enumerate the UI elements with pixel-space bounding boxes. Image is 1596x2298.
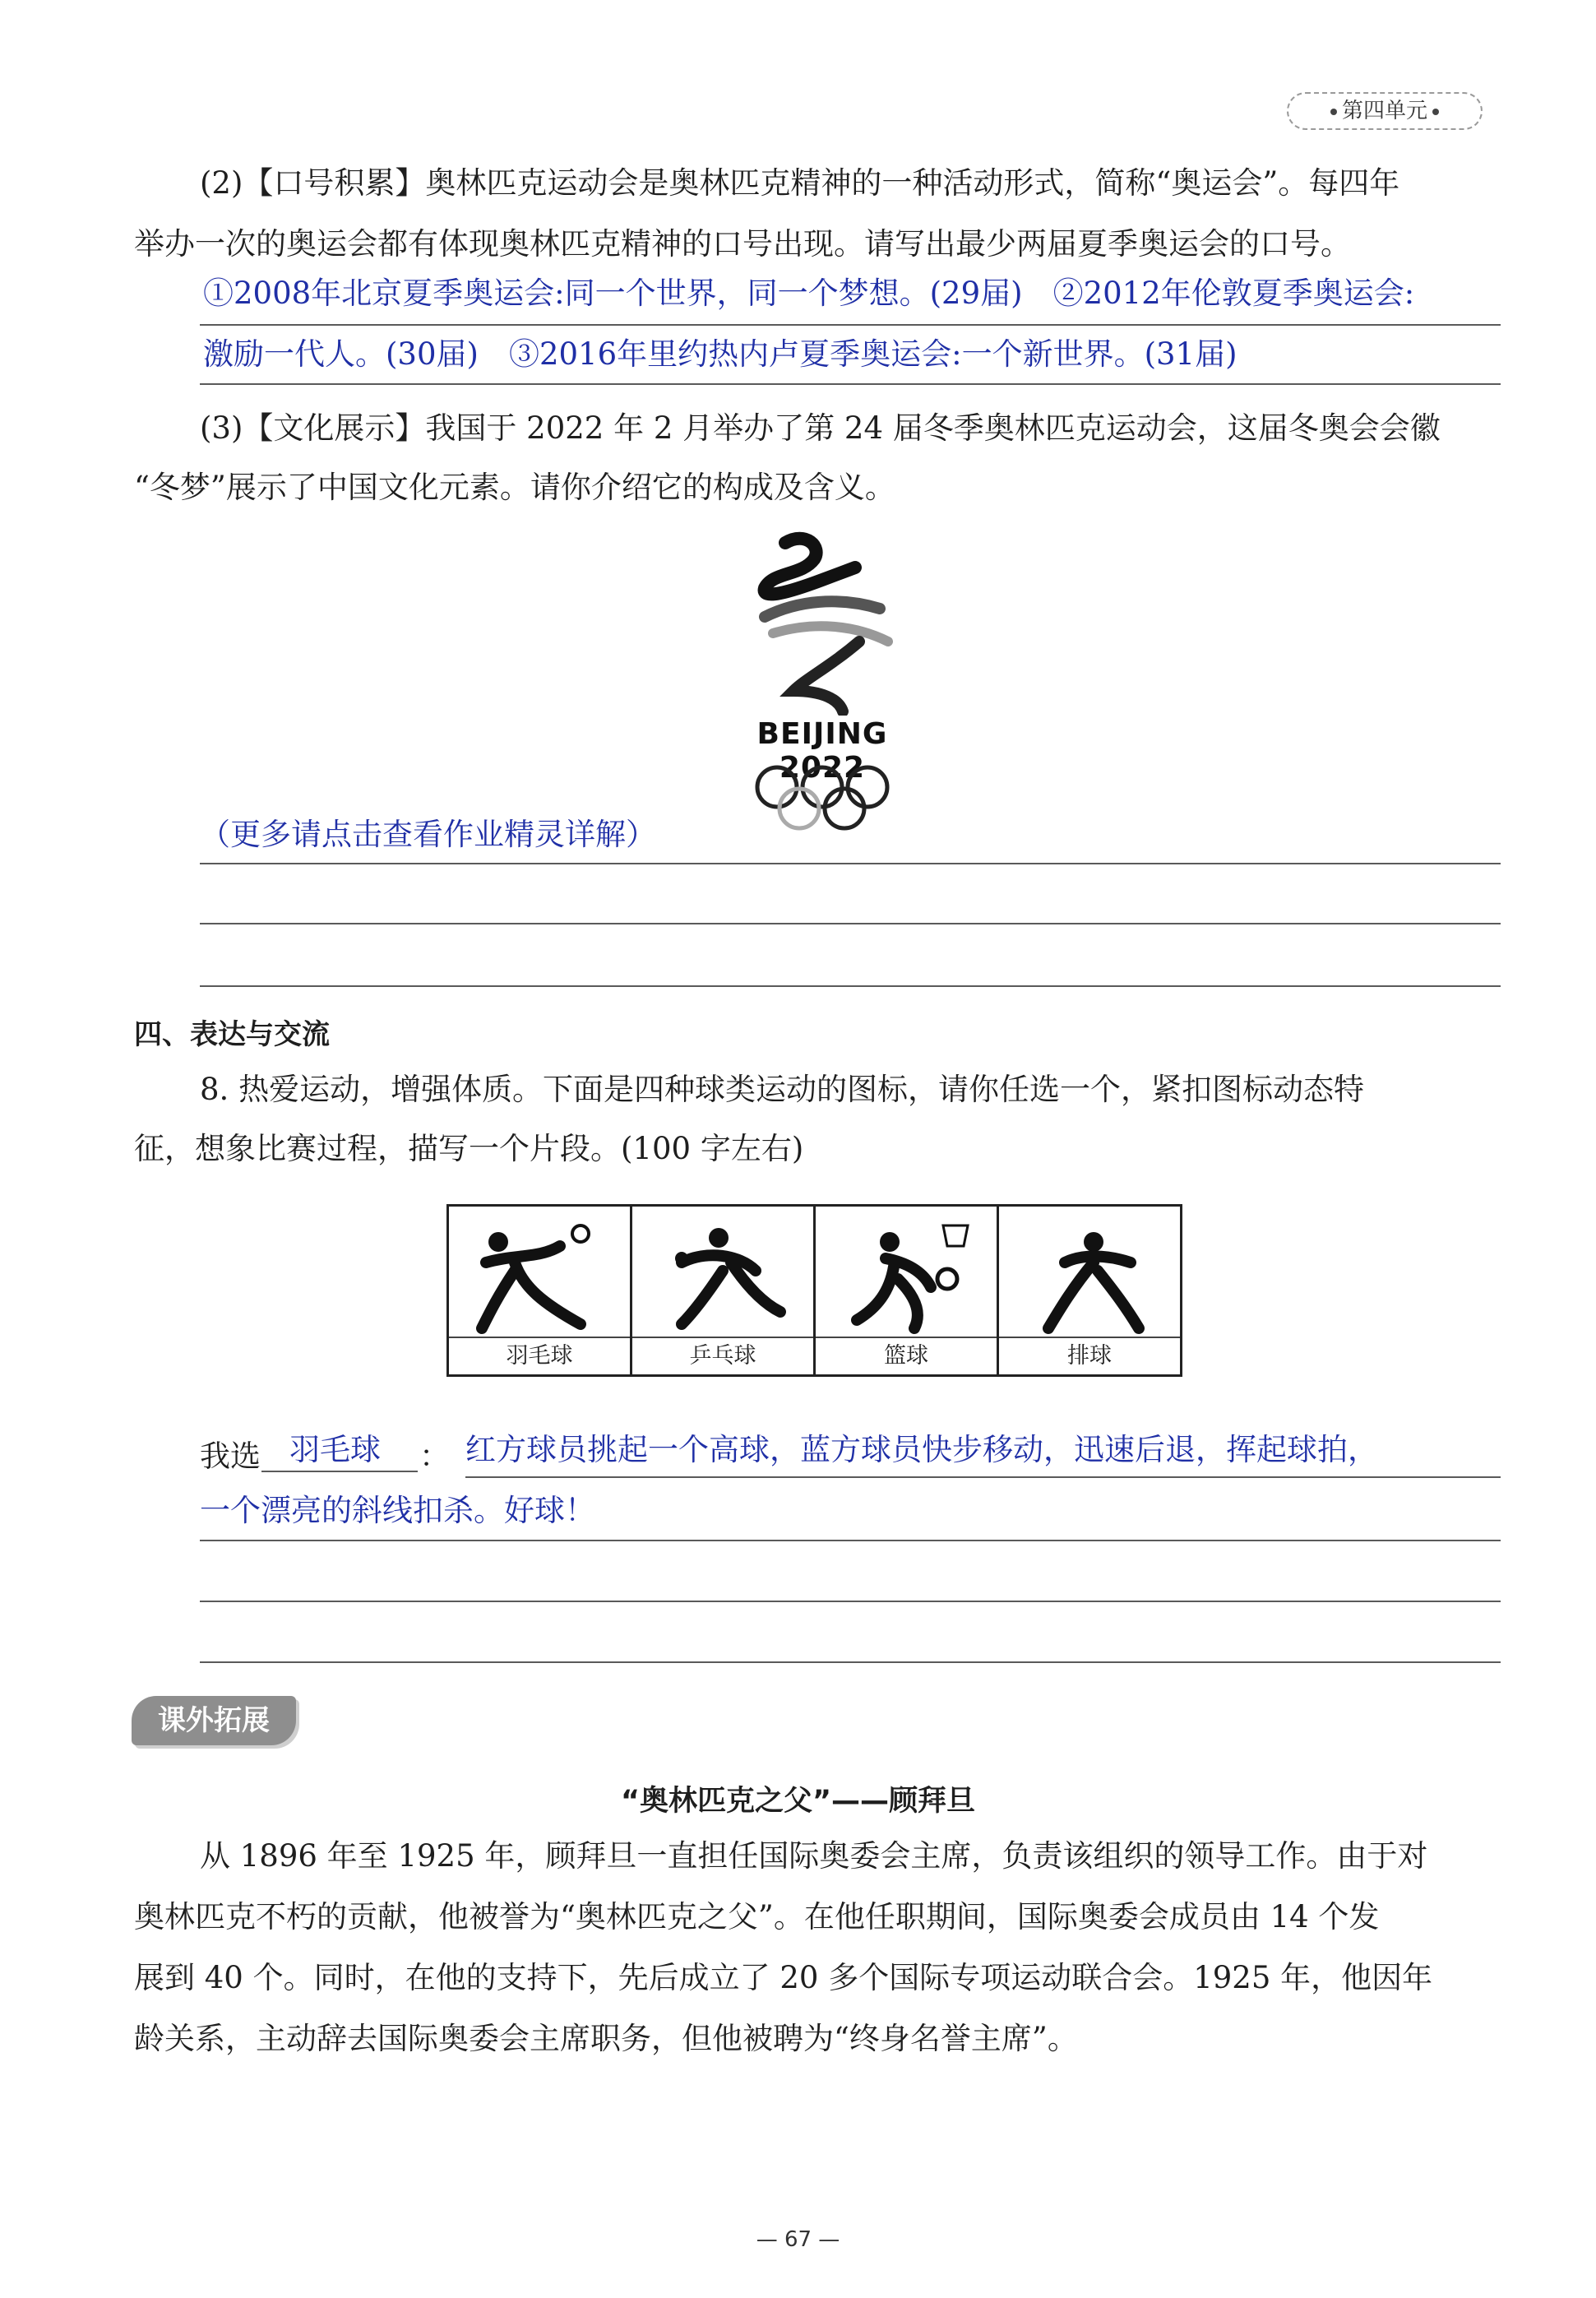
volleyball-pictogram-icon xyxy=(1015,1213,1163,1337)
emblem-text: BEIJING 2022 xyxy=(756,717,888,785)
answer-rule xyxy=(200,1601,1501,1602)
choice-colon: ： xyxy=(419,1439,450,1474)
basketball-pictogram-icon xyxy=(832,1213,980,1337)
answer-rule xyxy=(200,923,1501,924)
unit-label: 第四单元 xyxy=(1341,99,1427,123)
answer-rule xyxy=(200,1540,1501,1541)
sport-cell-badminton xyxy=(449,1207,632,1374)
extra-paragraph-line1: 从 1896 年至 1925 年，顾拜旦一直担任国际奥委会主席，负责该组织的领导工作。由于对 xyxy=(200,1838,1428,1874)
answer-rule xyxy=(200,985,1501,987)
answer-rule xyxy=(200,324,1501,326)
extra-paragraph-line3: 展到 40 个。同时，在他的支持下，先后成立了 20 多个国际专项运动联合会。1925 年，他因年 xyxy=(134,1960,1433,1995)
unit-header-badge xyxy=(1287,92,1483,130)
extra-title: “奥林匹克之父”——顾拜旦 xyxy=(620,1785,975,1818)
dot-icon xyxy=(1330,109,1337,115)
sport-label: 排球 xyxy=(999,1337,1180,1374)
q2-line1: (2)【口号积累】奥林匹克运动会是奥林匹克精神的一种活动形式，简称“奥运会”。每四年 xyxy=(200,165,1400,201)
sport-label: 羽毛球 xyxy=(449,1337,630,1374)
table-tennis-pictogram-icon xyxy=(649,1213,797,1337)
sport-label: 乒乓球 xyxy=(632,1337,813,1374)
q8-line1: 8. 热爱运动，增强体质。下面是四种球类运动的图标，请你任选一个，紧扣图标动态特 xyxy=(200,1072,1365,1107)
q2-line2: 举办一次的奥运会都有体现奥林匹克精神的口号出现。请写出最少两届夏季奥运会的口号。 xyxy=(134,226,1351,262)
sport-cell-table-tennis xyxy=(632,1207,816,1374)
q3-line1: (3)【文化展示】我国于 2022 年 2 月举办了第 24 届冬季奥林匹克运动会，这届冬奥会会徽 xyxy=(200,410,1441,446)
sport-pictogram-table xyxy=(446,1204,1182,1377)
answer-rule xyxy=(465,1476,1501,1478)
q2-answer-line1: ①2008年北京夏季奥运会:同一个世界，同一个梦想。(29届) ②2012年伦敦夏季奥运会: xyxy=(203,276,1415,311)
sport-label: 篮球 xyxy=(816,1337,997,1374)
q8-line2: 征，想象比赛过程，描写一个片段。(100 字左右) xyxy=(134,1131,804,1166)
q3-answer: （更多请点击查看作业精灵详解） xyxy=(200,817,656,852)
extra-paragraph-line4: 龄关系，主动辞去国际奥委会主席职务，但他被聘为“终身名誉主席”。 xyxy=(134,2021,1078,2056)
q8-answer-line1: 红方球员挑起一个高球，蓝方球员快步移动，迅速后退，挥起球拍， xyxy=(465,1432,1378,1467)
extra-reading-badge: 课外拓展 xyxy=(132,1696,296,1745)
sport-cell-basketball xyxy=(816,1207,999,1374)
q8-answer-line2: 一个漂亮的斜线扣杀。好球！ xyxy=(200,1493,595,1528)
winter-dream-logo-icon xyxy=(715,526,929,716)
answer-rule xyxy=(200,863,1501,864)
sport-cell-volleyball xyxy=(999,1207,1180,1374)
choice-answer: 羽毛球 xyxy=(289,1432,381,1467)
choose-prefix: 我选 xyxy=(200,1439,261,1474)
badminton-pictogram-icon xyxy=(465,1213,613,1337)
answer-rule xyxy=(200,383,1501,385)
dot-icon xyxy=(1432,109,1439,115)
q2-answer-line2: 激励一代人。(30届) ③2016年里约热内卢夏季奥运会:一个新世界。(31届) xyxy=(203,336,1237,372)
extra-paragraph-line2: 奥林匹克不朽的贡献，他被誉为“奥林匹克之父”。在他任职期间，国际奥委会成员由 14 个发 xyxy=(134,1899,1380,1934)
section-title: 四、表达与交流 xyxy=(134,1018,330,1051)
page-number: — 67 — xyxy=(756,2227,840,2252)
beijing-2022-emblem xyxy=(715,526,929,839)
olympic-rings-icon xyxy=(752,761,892,839)
answer-rule xyxy=(200,1661,1501,1663)
q3-line2: “冬梦”展示了中国文化元素。请你介绍它的构成及含义。 xyxy=(134,470,895,505)
